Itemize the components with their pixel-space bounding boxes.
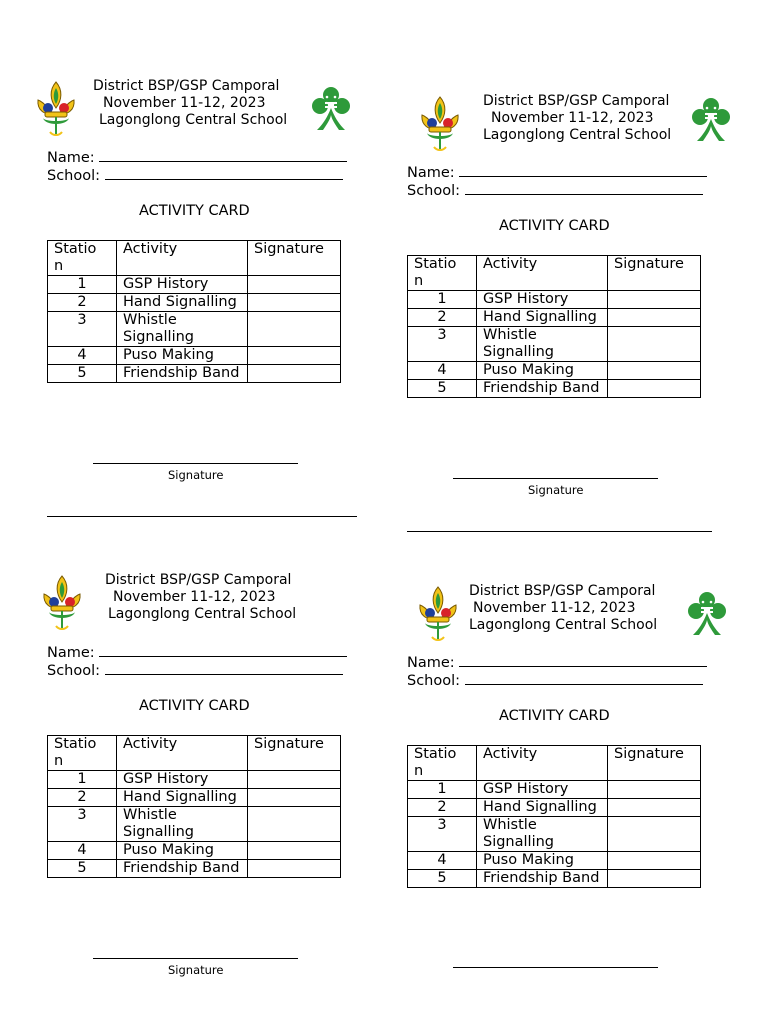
signature-cell[interactable] [248,276,341,294]
activity-card-2 [395,93,725,533]
card-header [93,78,287,129]
card-header [105,572,296,623]
event-name: District BSP/GSP Camporal [469,583,656,599]
activity-table [47,240,341,383]
signature-header: Signature [248,241,341,276]
name-input-line[interactable] [459,163,707,177]
signature-cell[interactable] [248,365,341,383]
table-row: 1 GSP History [48,276,341,294]
signature-cell[interactable] [608,362,701,380]
table-row: 3 Whistle Signalling [48,807,341,842]
table-row: 1 GSP History [408,781,701,799]
event-date: November 11-12, 2023 [473,600,636,616]
table-header-row [408,746,701,781]
activity-header: Activity [117,241,248,276]
event-date: November 11-12, 2023 [491,110,654,126]
activity-card-3 [35,572,365,1012]
card-title: ACTIVITY CARD [139,203,250,219]
signature-cell[interactable] [248,842,341,860]
name-input-line[interactable] [99,148,347,162]
signature-cell[interactable] [608,852,701,870]
signature-cell[interactable] [248,860,341,878]
card-header [483,93,671,144]
table-header-row [48,736,341,771]
signature-line[interactable] [93,958,298,959]
signature-cell[interactable] [248,294,341,312]
event-date: November 11-12, 2023 [103,95,266,111]
school-label: School: [407,673,461,689]
name-field[interactable] [47,148,347,166]
gsp-trefoil-icon [685,93,737,145]
school-input-line[interactable] [105,661,343,675]
event-date: November 11-12, 2023 [113,589,276,605]
signature-cell[interactable] [608,817,701,852]
activity-table [47,735,341,878]
school-label: School: [407,183,461,199]
table-row: 4 Puso Making [408,852,701,870]
table-row: 1 GSP History [48,771,341,789]
name-field[interactable] [407,163,707,181]
table-row: 4 Puso Making [48,842,341,860]
name-label: Name: [47,645,95,661]
bsp-fleur-de-lis-icon [41,574,83,634]
event-venue: Lagonglong Central School [99,112,288,128]
school-input-line[interactable] [105,166,343,180]
signature-cell[interactable] [248,789,341,807]
name-label: Name: [407,655,455,671]
school-label: School: [47,168,101,184]
school-label: School: [47,663,101,679]
activity-table [407,255,701,398]
name-label: Name: [47,150,95,166]
signature-cell[interactable] [248,771,341,789]
bsp-fleur-de-lis-icon [419,95,461,155]
signature-cell[interactable] [248,312,341,347]
signature-cell[interactable] [608,870,701,888]
name-field[interactable] [407,653,707,671]
event-name: District BSP/GSP Camporal [105,572,292,588]
event-venue: Lagonglong Central School [469,617,658,633]
signature-label: Signature [528,483,584,497]
school-field[interactable] [47,166,343,184]
table-row: 3 Whistle Signalling [48,312,341,347]
table-header-row [408,256,701,291]
signature-cell[interactable] [248,807,341,842]
signature-label: Signature [168,963,224,977]
card-header [469,583,657,634]
activity-header: Activity [117,736,248,771]
name-input-line[interactable] [459,653,707,667]
table-row: 4 Puso Making [408,362,701,380]
bsp-fleur-de-lis-icon [417,585,459,645]
activity-header: Activity [477,256,608,291]
activity-table [407,745,701,888]
table-row: 3 Whistle Signalling [408,327,701,362]
signature-header: Signature [608,746,701,781]
signature-label: Signature [168,468,224,482]
station-header: Statio n [408,746,477,781]
station-header: Statio n [48,241,117,276]
table-row: 3 Whistle Signalling [408,817,701,852]
signature-line[interactable] [93,463,298,464]
signature-header: Signature [248,736,341,771]
table-row: 2 Hand Signalling [48,294,341,312]
signature-cell[interactable] [608,380,701,398]
station-header: Statio n [408,256,477,291]
table-row: 4 Puso Making [48,347,341,365]
table-row: 2 Hand Signalling [408,799,701,817]
school-input-line[interactable] [465,671,703,685]
table-row: 1 GSP History [408,291,701,309]
school-field[interactable] [407,671,703,689]
card-title: ACTIVITY CARD [499,218,610,234]
bsp-fleur-de-lis-icon [35,80,77,140]
gsp-trefoil-icon [681,587,733,639]
signature-cell[interactable] [248,347,341,365]
event-name: District BSP/GSP Camporal [483,93,670,109]
table-row: 2 Hand Signalling [48,789,341,807]
table-row: 5 Friendship Band [48,860,341,878]
table-row: 5 Friendship Band [48,365,341,383]
table-row: 2 Hand Signalling [408,309,701,327]
school-field[interactable] [47,661,343,679]
table-row: 5 Friendship Band [408,870,701,888]
school-input-line[interactable] [465,181,703,195]
signature-cell[interactable] [608,327,701,362]
gsp-trefoil-icon [305,82,357,134]
activity-card-4 [395,583,725,1023]
signature-header: Signature [608,256,701,291]
signature-cell[interactable] [608,799,701,817]
table-row: 5 Friendship Band [408,380,701,398]
name-label: Name: [407,165,455,181]
station-header: Statio n [48,736,117,771]
signature-cell[interactable] [608,291,701,309]
card-title: ACTIVITY CARD [139,698,250,714]
school-field[interactable] [407,181,703,199]
activity-header: Activity [477,746,608,781]
signature-line[interactable] [453,478,658,479]
table-header-row [48,241,341,276]
signature-line[interactable] [453,967,658,968]
cut-line [407,531,712,532]
cut-line [47,516,357,517]
name-input-line[interactable] [99,643,347,657]
event-venue: Lagonglong Central School [108,606,297,622]
name-field[interactable] [47,643,347,661]
event-name: District BSP/GSP Camporal [93,78,280,94]
signature-cell[interactable] [608,781,701,799]
card-title: ACTIVITY CARD [499,708,610,724]
activity-card-1 [35,78,365,518]
event-venue: Lagonglong Central School [483,127,672,143]
signature-cell[interactable] [608,309,701,327]
